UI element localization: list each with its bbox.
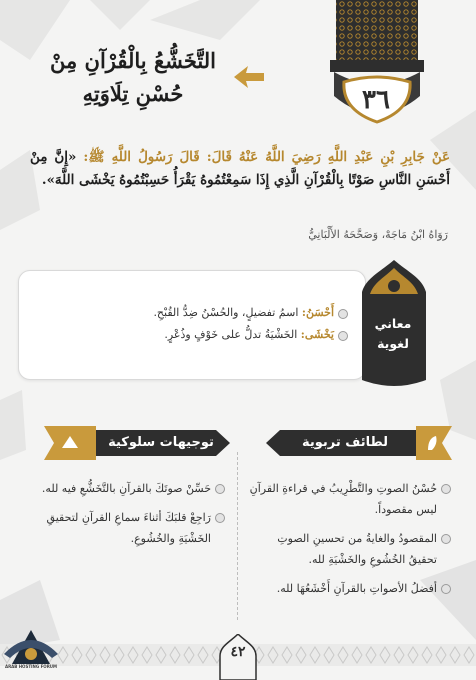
meaning-definition: اسمُ تفضيلٍ، والحُسْنُ ضِدُّ القُبْحِ.: [153, 306, 302, 319]
meaning-definition: الخَشْيَةُ تدلُّ على خَوْفٍ وذُعْرٍ.: [164, 328, 301, 341]
forum-logo-text: ARAB HOSTING FORUM: [4, 664, 58, 669]
educational-list: [246, 478, 452, 607]
list-item: حَسِّنْ صوتَكَ بالقرآنِ بالتَّخَشُّعِ فيه لله.: [20, 478, 226, 499]
list-item: المقصودُ والغايةُ من تحسينِ الصوتِ تحقيقُ الخُشُوعِ والخَشْيَةِ لله.: [246, 528, 452, 570]
meanings-label-line-1: معاني: [374, 316, 412, 331]
educational-title: لطائف تربوية: [301, 435, 389, 450]
hadith-quote: «إِنَّ مِنْ أَحْسَنِ النَّاسِ صَوْتًا بِالْقُرْآنِ الَّذِي إِذَا سَمِعْتُمُوهُ يَقْرَأُ حَسِبْتُمُوهُ يَخْشَى اللَّهَ».: [30, 149, 450, 188]
column-divider: [237, 452, 238, 620]
arrow-icon: [232, 64, 266, 90]
lesson-title-line-2: حُسْنِ تِلَاوَتِهِ: [82, 81, 184, 106]
meanings-list: [24, 302, 350, 346]
list-item: [24, 302, 350, 324]
meanings-label-line-2: لغوية: [377, 336, 409, 351]
hadith-text: [30, 146, 450, 192]
list-item: [24, 324, 350, 346]
list-item: رَاجِعْ قلبَكَ أثناءَ سماعِ القرآنِ لتحقيقِ الخَشْيَةِ والخُشُوعِ.: [20, 507, 226, 549]
lesson-number: ٣٦: [362, 85, 390, 115]
hadith-source: رَوَاهُ ابْنُ مَاجَهْ، وَصَحَّحَهُ الأَلْبَانِيُّ: [308, 228, 448, 241]
lesson-title-line-1: التَّخَشُّعُ بِالْقُرْآنِ مِنْ: [49, 48, 216, 73]
hadith-narration: عَنْ جَابِرِ بْنِ عَبْدِ اللَّهِ رَضِيَ اللَّهُ عَنْهُ قَالَ: قَالَ رَسُولُ اللَّهِ ﷺ:: [83, 149, 451, 165]
meanings-label: [358, 314, 428, 354]
behavioral-title: توجيهات سلوكية: [108, 435, 214, 450]
lesson-title: [40, 44, 226, 110]
page-number: ٤٢: [230, 644, 246, 660]
meaning-term: يَخْشَى:: [300, 328, 334, 341]
behavioral-list: [20, 478, 226, 557]
list-item: أفضلُ الأصواتِ بالقرآنِ أَخْشَعُهَا لله.: [246, 578, 452, 599]
meaning-term: أَحْسَنُ:: [301, 306, 334, 319]
list-item: حُسْنُ الصوتِ والتَّطْرِيبُ في قراءةِ القرآنِ ليس مقصوداً.: [246, 478, 452, 520]
